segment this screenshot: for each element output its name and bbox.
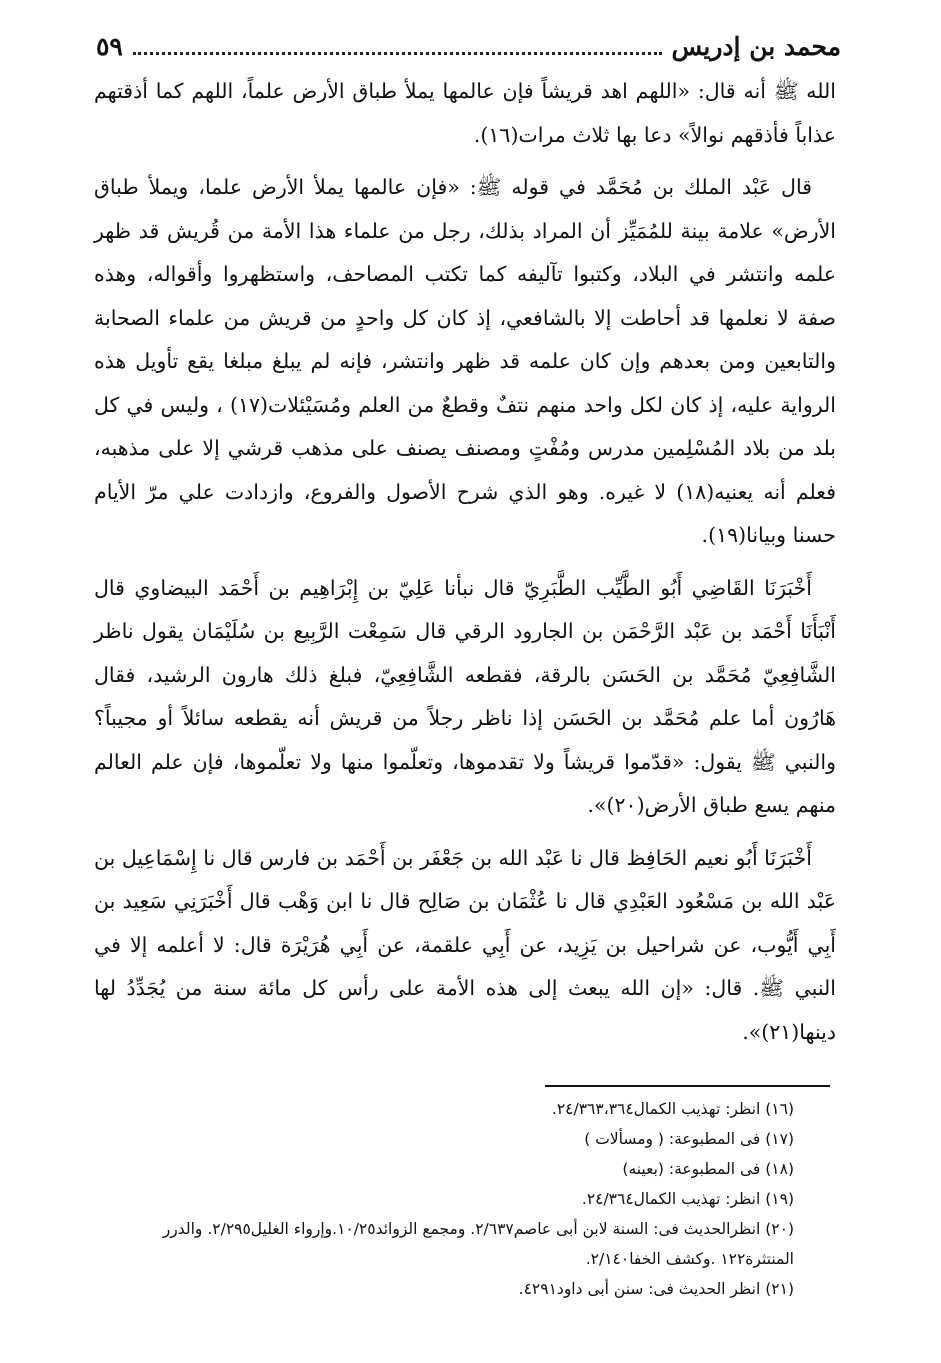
footnote-16: (١٦) انظر: تهذيب الكمال٢٤/٣٦٣،٣٦٤. [551,1100,794,1118]
paragraph-2: قال عَبْد الملك بن مُحَمَّد في قوله ﷺ: «فإن عالمها يملأ الأرض علما، ويملأ طباق الأرض» علامة بينة للمُمَيِّز أن المراد بذلك، رجل من علماء هذا الأمة من قُريش قد ظهر علمه وانتشر في البلاد، وكتبوا تآليفه كما تكتب المصاحف، واستظهروا وأقواله، وهذه صفة لا نعلمها قد أحاطت إلا بالشافعي، إذ كان كل واحدٍ من قريش من علماء الصحابة والتابعين ومن بعدهم وإن كان علمه قد ظهر وانتشر، فإنه لم يبلغ مبلغا يقع تأويل هذه الرواية عليه، إذ كان لكل واحد منهم نتفٌ وقطعٌ من العلم ومُسَيْئلات(١٧) ، وليس في كل بلد من بلاد المُسْلِمين مدرس ومُفْتٍ ومصنف يصنف على مذهب قرشي إلا على مذهبه، فعلم أنه يعنيه(١٨) لا غيره. وهو الذي شرح الأصول والفروع، وازدادت علي مرّ الأيام حسنا وبيانا(١٩). [94,175,836,547]
paragraph-4: أَخْبَرَنَا أَبُو نعيم الحَافِظ قال نا عَبْد الله بن جَعْفَر بن أَحْمَد بن فارس قال نا إِسْمَاعِيل بن عَبْد الله بن مَسْعُود العَبْدِي قال نا عُثْمَان بن صَالِح قال نا ابن وَهْب قال أَخْبَرَنِي سَعِيد بن أَبِي أَيُّوب، عن شراحيل بن يَزِيد، عن أَبِي علقمة، عن أَبِي هُرَيْرَة قال: لا أعلمه إلا في النبي ﷺ. قال: «إن الله يبعث إلى هذه الأمة على رأس كل مائة سنة من يُجَدِّدُ لها دينها(٢١)». [94,845,836,1044]
header-dotted-leader [133,38,662,55]
footnote-19: (١٩) انظر: تهذيب الكمال٢٤/٣٦٤. [581,1190,794,1208]
paragraph-1: الله ﷺ أنه قال: «اللهم اهد قريشاً فإن عالمها يملأ طباق الأرض علماً، اللهم كما أذقتهم عذاباً فأذقهم نوالاً» دعا بها ثلاث مرات(١٦). [94,79,836,147]
footnote-18: (١٨) فى المطبوعة: (بعينه) [622,1160,794,1178]
footnote-separator [545,1085,830,1087]
page-number: ٥٩ [96,31,123,61]
page-header [96,26,841,66]
running-title: محمد بن إدريس [671,31,841,61]
footnote-21: (٢١) انظر الحديث فى: سنن أبى داود٤٢٩١. [518,1280,794,1298]
main-text [94,70,836,1054]
paragraph-3: أَخْبَرَنَا القَاضِي أَبُو الطَّيِّب الطَّبَرِيّ قال نبأنا عَلِيّ بن إِبْرَاهِيم بن أَحْمَد البيضاوي قال أَنْبَأَنَا أَحْمَد بن عَبْد الرَّحْمَن بن الجارود الرقي قال سَمِعْت الرَّبِيع بن سُلَيْمَان يقول ناظر الشَّافِعِيّ مُحَمَّد بن الحَسَن بالرقة، فقطعه الشَّافِعِيّ، فبلغ ذلك هارون الرشيد، فقال هَارُون أما علم مُحَمَّد بن الحَسَن إذا ناظر رجلاً من قريش أنه يقطعه سائلاً أو مجيباً؟ والنبي ﷺ يقول: «قدّموا قريشاً ولا تقدموها، وتعلّموا منها ولا تعلّموها، فإن علم العالم منهم يسع طباق الأرض(٢٠)». [94,575,836,817]
footnote-20: (٢٠) انظرالحديث فى: السنة لابن أبى عاصم٢/٦٣٧. ومجمع الزوائد١٠/٢٥.وإرواء الغليل٢/٢٩٥. والدرر المنتثرة١٢٢ .وكشف الخفا٢/١٤٠. [162,1220,794,1268]
footnotes [94,1094,794,1304]
footnote-17: (١٧) فى المطبوعة: ( ومسألات ) [584,1130,794,1148]
